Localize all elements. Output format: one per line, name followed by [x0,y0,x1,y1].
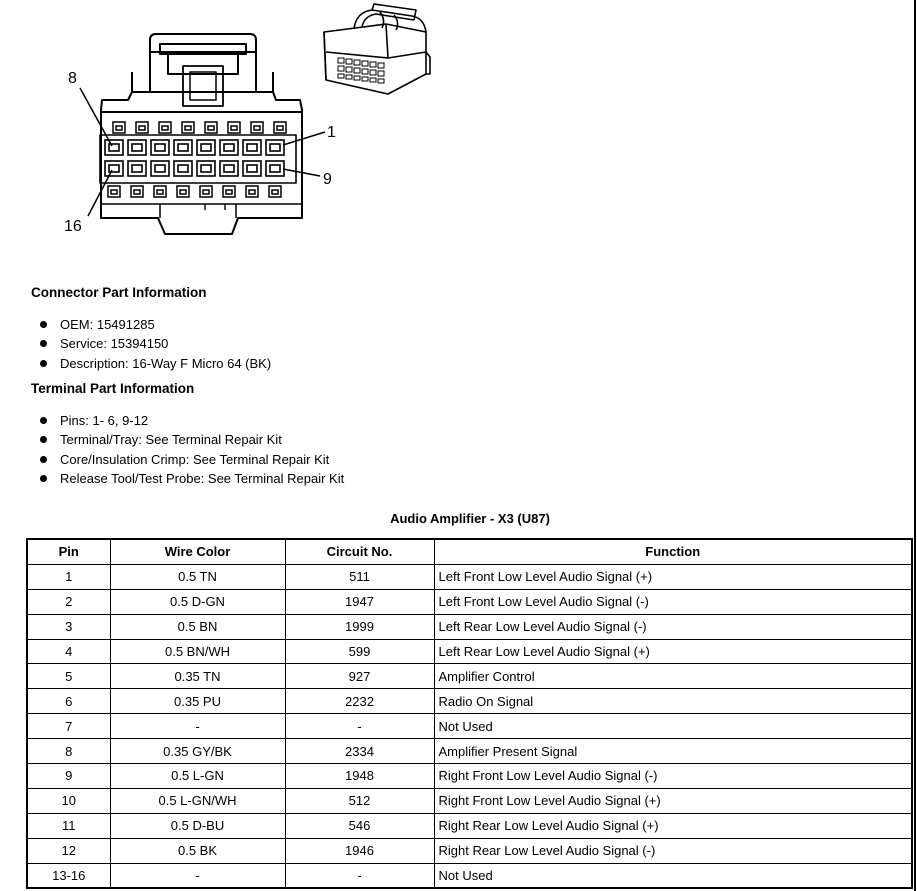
pin-label-1: 1 [327,124,336,141]
column-header-function: Function [434,539,912,564]
pin-label-8: 8 [68,70,77,87]
connector-face-diagram [0,0,360,250]
cell-circuit-no: 2232 [285,689,434,714]
cell-circuit-no: - [285,863,434,888]
table-row [27,564,912,589]
column-header-circuit-no: Circuit No. [285,539,434,564]
table-row [27,664,912,689]
cell-pin: 11 [27,813,110,838]
cell-wire-color: 0.5 BK [110,838,285,863]
table-row [27,639,912,664]
cell-function: Left Rear Low Level Audio Signal (+) [434,639,912,664]
cell-circuit-no: 1947 [285,589,434,614]
cell-function: Right Rear Low Level Audio Signal (-) [434,838,912,863]
cell-pin: 6 [27,689,110,714]
cell-function: Left Front Low Level Audio Signal (-) [434,589,912,614]
table-title: Audio Amplifier - X3 (U87) [390,511,550,526]
table-row [27,764,912,789]
cell-function: Amplifier Present Signal [434,739,912,764]
list-item: Description: 16-Way F Micro 64 (BK) [38,354,271,373]
cell-circuit-no: 599 [285,639,434,664]
cell-pin: 3 [27,614,110,639]
cell-wire-color: 0.5 BN/WH [110,639,285,664]
column-header-wire-color: Wire Color [110,539,285,564]
cell-function: Not Used [434,714,912,739]
cell-pin: 7 [27,714,110,739]
cell-function: Right Front Low Level Audio Signal (+) [434,788,912,813]
connector-info-heading: Connector Part Information [31,285,207,300]
cell-pin: 5 [27,664,110,689]
cell-pin: 9 [27,764,110,789]
cell-pin: 1 [27,564,110,589]
connector-info-list [38,315,271,373]
table-row [27,689,912,714]
cell-wire-color: 0.5 D-BU [110,813,285,838]
page-right-border [914,0,916,891]
cell-pin: 13-16 [27,863,110,888]
cell-circuit-no: - [285,714,434,739]
cell-circuit-no: 512 [285,788,434,813]
pin-label-16: 16 [64,218,82,235]
list-item: Service: 15394150 [38,334,271,353]
table-row [27,614,912,639]
cell-wire-color: 0.35 PU [110,689,285,714]
cell-function: Left Front Low Level Audio Signal (+) [434,564,912,589]
cell-pin: 8 [27,739,110,764]
list-item: Pins: 1- 6, 9-12 [38,411,344,430]
cell-wire-color: - [110,863,285,888]
cell-pin: 12 [27,838,110,863]
cell-function: Left Rear Low Level Audio Signal (-) [434,614,912,639]
cell-circuit-no: 1948 [285,764,434,789]
terminal-info-heading: Terminal Part Information [31,381,195,396]
pin-table [26,538,913,889]
cell-pin: 2 [27,589,110,614]
cell-wire-color: 0.35 TN [110,664,285,689]
cell-function: Not Used [434,863,912,888]
cell-wire-color: 0.5 BN [110,614,285,639]
column-header-pin: Pin [27,539,110,564]
terminal-info-list [38,411,344,488]
cell-circuit-no: 546 [285,813,434,838]
cell-circuit-no: 511 [285,564,434,589]
cell-circuit-no: 2334 [285,739,434,764]
cell-function: Right Front Low Level Audio Signal (-) [434,764,912,789]
cell-circuit-no: 927 [285,664,434,689]
table-row [27,589,912,614]
table-row [27,813,912,838]
table-row [27,714,912,739]
cell-function: Amplifier Control [434,664,912,689]
cell-circuit-no: 1946 [285,838,434,863]
cell-wire-color: 0.35 GY/BK [110,739,285,764]
pin-label-9: 9 [323,171,332,188]
list-item: Terminal/Tray: See Terminal Repair Kit [38,430,344,449]
pin-table-body [27,564,912,888]
cell-circuit-no: 1999 [285,614,434,639]
list-item: Release Tool/Test Probe: See Terminal Repair Kit [38,469,344,488]
cell-wire-color: 0.5 D-GN [110,589,285,614]
table-header-row [27,539,912,564]
cell-function: Right Rear Low Level Audio Signal (+) [434,813,912,838]
cell-wire-color: - [110,714,285,739]
cell-pin: 4 [27,639,110,664]
cell-wire-color: 0.5 TN [110,564,285,589]
table-row [27,788,912,813]
table-row [27,739,912,764]
cell-wire-color: 0.5 L-GN/WH [110,788,285,813]
list-item: OEM: 15491285 [38,315,271,334]
list-item: Core/Insulation Crimp: See Terminal Repair Kit [38,450,344,469]
connector-3d-illustration [316,2,441,102]
cell-wire-color: 0.5 L-GN [110,764,285,789]
cell-function: Radio On Signal [434,689,912,714]
table-row [27,838,912,863]
cell-pin: 10 [27,788,110,813]
table-row [27,863,912,888]
